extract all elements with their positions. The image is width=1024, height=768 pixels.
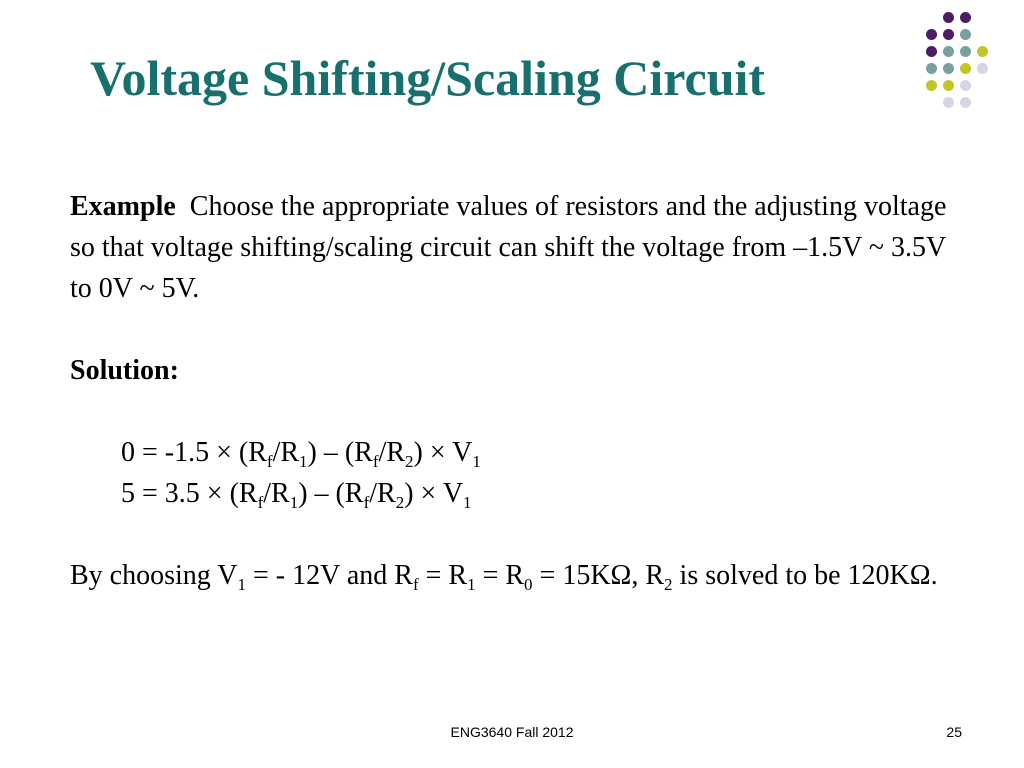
decorative-dot-grid [926, 12, 1006, 132]
decorative-dot [960, 46, 971, 57]
conclusion-text-3: = R [418, 560, 468, 591]
eq1-text-2: ) – (R [307, 437, 373, 468]
decorative-dot [943, 80, 954, 91]
example-paragraph [70, 186, 950, 309]
eq2-sub-1: f [257, 493, 264, 512]
slide-number: 25 [946, 724, 962, 740]
decorative-dot [960, 63, 971, 74]
conclusion-sub-2: f [412, 575, 419, 594]
decorative-dot [960, 29, 971, 40]
example-label: Example [70, 191, 176, 222]
decorative-dot [926, 63, 937, 74]
eq1-sub-4: 2 [405, 452, 414, 471]
eq1-lhs: 0 = -1.5 × (R [121, 437, 267, 468]
conclusion-text-6: is solved to be 120KΩ. [672, 560, 938, 591]
eq2-lhs: 5 = 3.5 × (R [121, 478, 258, 509]
decorative-dot [943, 46, 954, 57]
eq2-text-2: ) – (R [298, 478, 364, 509]
decorative-dot [943, 29, 954, 40]
decorative-dot [960, 12, 971, 23]
decorative-dot [926, 46, 937, 57]
decorative-dot [960, 97, 971, 108]
solution-label [70, 350, 950, 391]
conclusion-sub-4: 0 [524, 575, 533, 594]
decorative-dot [943, 63, 954, 74]
equation-2 [70, 473, 950, 514]
footer-course: ENG3640 Fall 2012 [450, 724, 574, 740]
decorative-dot [926, 29, 937, 40]
eq2-sub-5: 1 [463, 493, 472, 512]
decorative-dot [926, 80, 937, 91]
eq1-sub-2: 1 [299, 452, 308, 471]
solution-label-text: Solution: [70, 355, 179, 386]
conclusion-text-5: = 15KΩ, R [532, 560, 665, 591]
conclusion-text-4: = R [475, 560, 525, 591]
decorative-dot [977, 63, 988, 74]
conclusion-sub-1: 1 [237, 575, 246, 594]
decorative-dot [977, 46, 988, 57]
eq2-text-3: /R [369, 478, 396, 509]
eq2-text-1: /R [263, 478, 290, 509]
eq2-text-4: ) × V [404, 478, 464, 509]
conclusion-paragraph [70, 555, 950, 596]
eq2-sub-3: f [363, 493, 370, 512]
eq2-sub-2: 1 [289, 493, 299, 512]
conclusion-text-2: = - 12V and R [246, 560, 413, 591]
equation-1 [70, 432, 950, 473]
eq1-text-4: ) × V [413, 437, 473, 468]
decorative-dot [960, 80, 971, 91]
eq1-sub-1: f [266, 452, 273, 471]
conclusion-sub-5: 2 [664, 575, 673, 594]
eq1-text-3: /R [378, 437, 406, 468]
example-text: Choose the appropriate values of resistors and the adjusting voltage so that voltage shifting/scaling circuit can shift the voltage from –1.5V ~ 3.5V to 0V ~ 5V. [70, 191, 947, 304]
slide-title: Voltage Shifting/Scaling Circuit [90, 50, 766, 106]
slide-body [70, 186, 950, 596]
conclusion-sub-3: 1 [467, 575, 476, 594]
eq1-text-1: /R [272, 437, 300, 468]
conclusion-text-1: By choosing V [70, 560, 238, 591]
decorative-dot [943, 12, 954, 23]
eq2-sub-4: 2 [395, 493, 405, 512]
eq1-sub-3: f [372, 452, 379, 471]
eq1-sub-5: 1 [472, 452, 481, 471]
decorative-dot [943, 97, 954, 108]
